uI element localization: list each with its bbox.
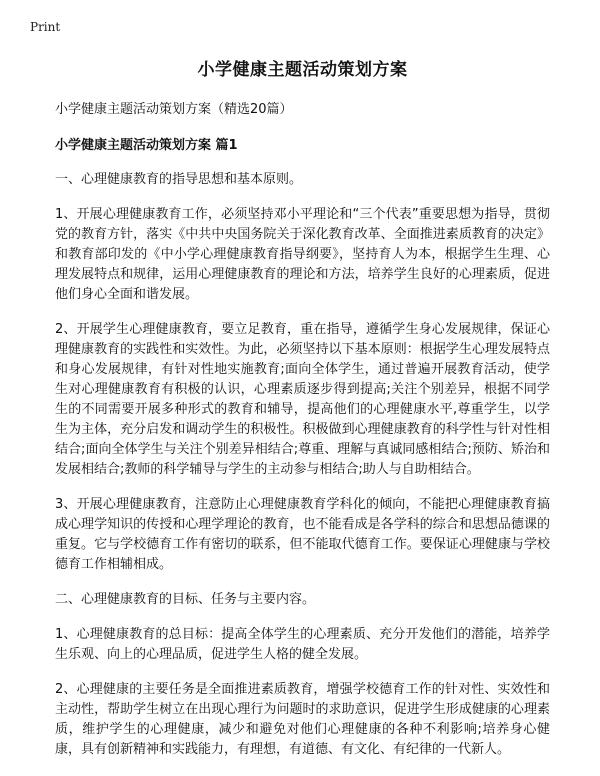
paragraph: 二、心理健康教育的目标、任务与主要内容。 [55, 592, 316, 607]
document-subtitle: 小学健康主题活动策划方案（精选20篇） [55, 102, 293, 117]
section-heading: 小学健康主题活动策划方案 篇1 [55, 138, 238, 153]
document-page [55, 55, 550, 775]
paragraph: 2、心理健康的主要任务是全面推进素质教育，增强学校德育工作的针对性、实效性和主动性，帮助学生树立在出现心理行为问题时的求助意识，促进学生形成健康的心理素质，维护学生的心理健康，减少和避免对他们心理健康的各种不利影响;培养身心健康，具有创新精神和实践能力，有理想，有道德、有文化、有纪律的一代新人。 [55, 682, 550, 757]
paragraph: 1、开展心理健康教育工作，必须坚持邓小平理论和“三个代表”重要思想为指导，贯彻党的教育方针，落实《中共中央国务院关于深化教育改革、全面推进素质教育的决定》和教育部印发的《中小学心理健康教育指导纲要》，坚持育人为本，根据学生生理、心理发展特点和规律，运用心理健康教育的理论和方法，培养学生良好的心理素质，促进他们身心全面和谐发展。 [55, 207, 550, 302]
paragraph: 一、心理健康教育的指导思想和基本原则。 [55, 172, 303, 187]
print-link[interactable]: Print [30, 20, 61, 34]
document-title: 小学健康主题活动策划方案 [197, 60, 408, 80]
paragraph: 3、开展心理健康教育，注意防止心理健康教育学科化的倾向，不能把心理健康教育搞成心理学知识的传授和心理学理论的教育，也不能看成是各学科的综合和思想品德课的重复。它与学校德育工作有密切的联系，但不能取代德育工作。要保证心理健康与学校德育工作相辅相成。 [55, 497, 550, 572]
paragraph: 2、开展学生心理健康教育，要立足教育，重在指导，遵循学生身心发展规律，保证心理健康教育的实践性和实效性。为此，必须坚持以下基本原则：根据学生心理发展特点和身心发展规律，有针对性地实施教育;面向全体学生，通过普遍开展教育活动，使学生对心理健康教育有积极的认识，心理素质逐步得到提高;关注个别差异，根据不同学生的不同需要开展多种形式的教育和辅导，提高他们的心理健康水平,尊重学生，以学生为主体，充分启发和调动学生的积极性。积极做到心理健康教育的科学性与针对性相结合;面向全体学生与关注个别差异相结合;尊重、理解与真诚同感相结合;预防、矫治和发展相结合;教师的科学辅导与学生的主动参与相结合;助人与自助相结合。 [55, 322, 550, 477]
paragraph: 1、心理健康教育的总目标：提高全体学生的心理素质、充分开发他们的潜能，培养学生乐观、向上的心理品质，促进学生人格的健全发展。 [55, 627, 550, 662]
